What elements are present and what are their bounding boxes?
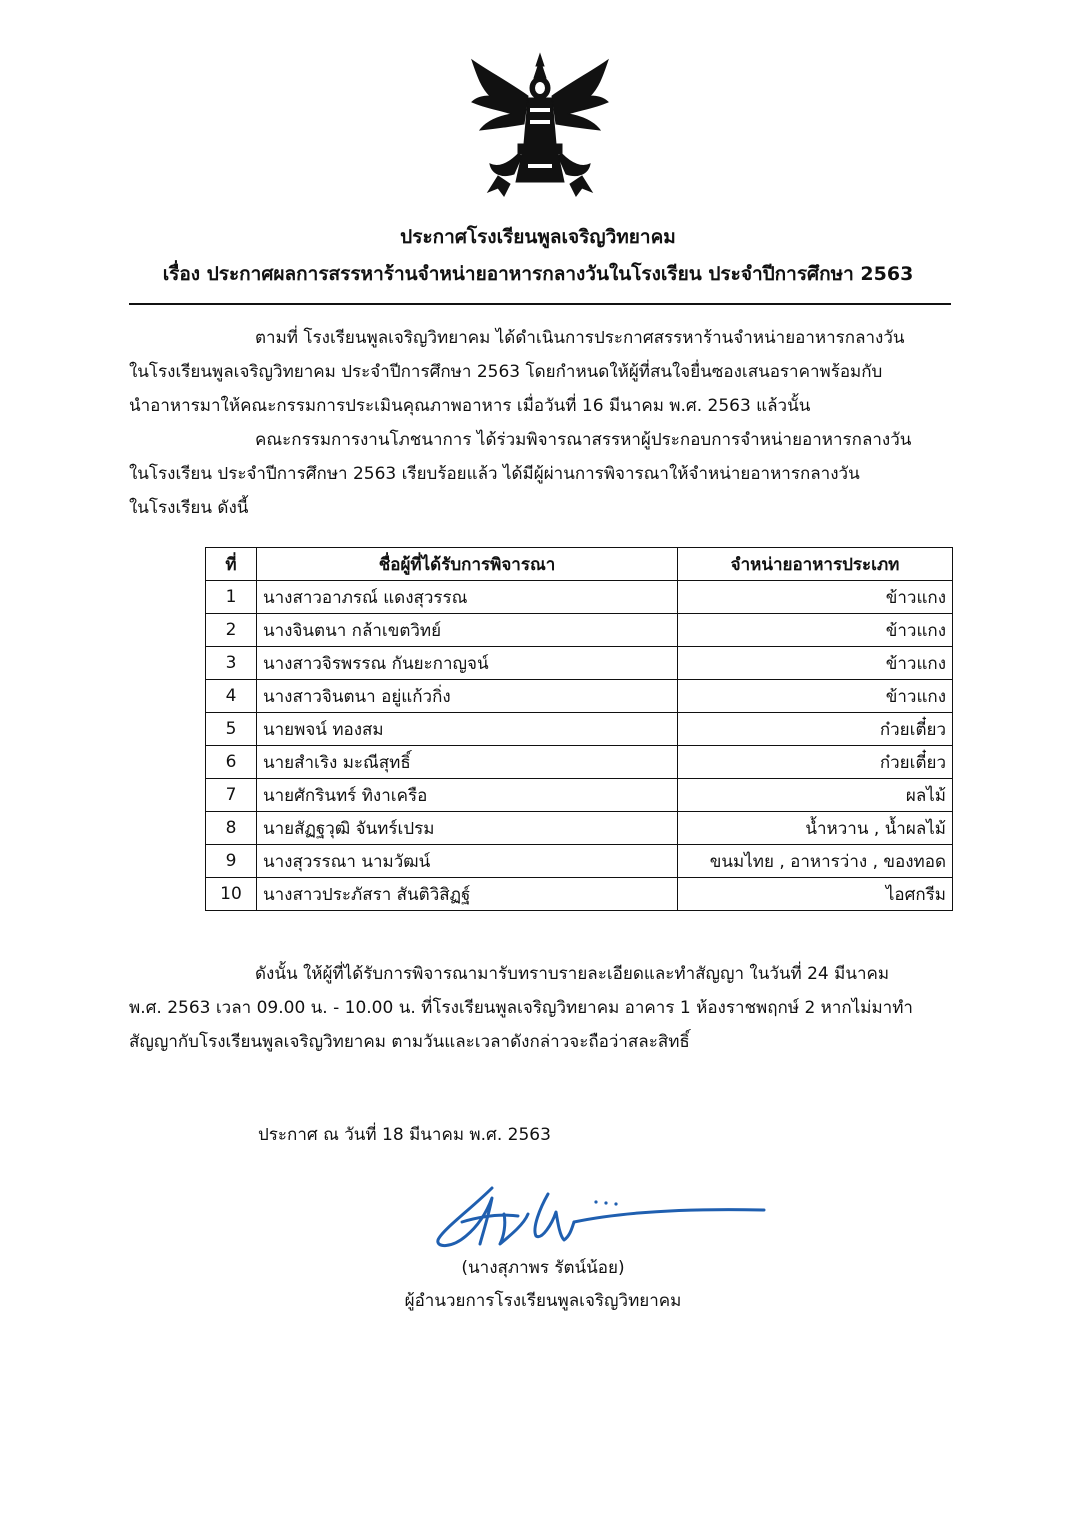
results-table: [205, 547, 953, 911]
table-row: [206, 878, 953, 911]
paragraph-line: พ.ศ. 2563 เวลา 09.00 น. - 10.00 น. ที่โรงเรียนพูลเจริญวิทยาคม อาคาร 1 ห้องราชพฤกษ์ 2 หากไม่มาทำ: [129, 998, 913, 1018]
food-type: ก๋วยเตี๋ยว: [678, 713, 953, 746]
signer-position: ผู้อำนวยการโรงเรียนพูลเจริญวิทยาคม: [404, 1291, 682, 1311]
paragraph-line: สัญญากับโรงเรียนพูลเจริญวิทยาคม ตามวันและเวลาดังกล่าวจะถือว่าสละสิทธิ์: [129, 1032, 690, 1052]
table-header-row: [206, 548, 953, 581]
signer-name: (นางสุภาพร รัตน์น้อย): [461, 1258, 625, 1278]
food-type: ข้าวแกง: [678, 614, 953, 647]
row-number: 1: [206, 581, 257, 614]
table-row: [206, 614, 953, 647]
vendor-name: นายศักรินทร์ ทิงาเครือ: [257, 779, 678, 812]
announcement-date: ประกาศ ณ วันที่ 18 มีนาคม พ.ศ. 2563: [258, 1125, 551, 1145]
food-type: ข้าวแกง: [678, 647, 953, 680]
table-row: [206, 713, 953, 746]
food-type: ก๋วยเตี๋ยว: [678, 746, 953, 779]
handwritten-signature: [432, 1178, 772, 1258]
column-header-food-type: จำหน่ายอาหารประเภท: [678, 548, 953, 581]
table-row: [206, 680, 953, 713]
paragraph-contract-notice: [129, 957, 951, 1059]
announcement-title: ประกาศโรงเรียนพูลเจริญวิทยาคม: [400, 226, 676, 248]
row-number: 10: [206, 878, 257, 911]
vendor-name: นางสาวจินตนา อยู่แก้วกิ่ง: [257, 680, 678, 713]
food-type: ผลไม้: [678, 779, 953, 812]
row-number: 3: [206, 647, 257, 680]
vendor-name: นางสาวประภัสรา สันติวิสิฏฐ์: [257, 878, 678, 911]
vendor-name: นางสาวอาภรณ์ แดงสุวรรณ: [257, 581, 678, 614]
paragraph-line: ในโรงเรียน ดังนี้: [129, 498, 249, 518]
table-row: [206, 779, 953, 812]
column-header-number: ที่: [206, 548, 257, 581]
row-number: 4: [206, 680, 257, 713]
row-number: 6: [206, 746, 257, 779]
vendor-name: นางสุวรรณา นามวัฒน์: [257, 845, 678, 878]
row-number: 7: [206, 779, 257, 812]
food-type: ข้าวแกง: [678, 581, 953, 614]
paragraph-line: ในโรงเรียนพูลเจริญวิทยาคม ประจำปีการศึกษา 2563 โดยกำหนดให้ผู้ที่สนใจยื่นซองเสนอราคาพร้อมกับ: [129, 362, 883, 382]
paragraph-line: ตามที่ โรงเรียนพูลเจริญวิทยาคม ได้ดำเนินการประกาศสรรหาร้านจำหน่ายอาหารกลางวัน: [255, 328, 905, 348]
vendor-name: นางจินตนา กล้าเขตวิทย์: [257, 614, 678, 647]
announcement-subject: เรื่อง ประกาศผลการสรรหาร้านจำหน่ายอาหารกลางวันในโรงเรียน ประจำปีการศึกษา 2563: [162, 263, 914, 285]
food-type: ข้าวแกง: [678, 680, 953, 713]
table-row: [206, 647, 953, 680]
paragraph-line: ดังนั้น ให้ผู้ที่ได้รับการพิจารณามารับทราบรายละเอียดและทำสัญญา ในวันที่ 24 มีนาคม: [255, 964, 890, 984]
vendor-name: นายสัฏฐวุฒิ จันทร์เปรม: [257, 812, 678, 845]
paragraph-line: นำอาหารมาให้คณะกรรมการประเมินคุณภาพอาหาร เมื่อวันที่ 16 มีนาคม พ.ศ. 2563 แล้วนั้น: [129, 396, 811, 416]
row-number: 8: [206, 812, 257, 845]
food-type: ไอศกรีม: [678, 878, 953, 911]
table-row: [206, 746, 953, 779]
garuda-emblem: [468, 52, 612, 200]
paragraph-line: คณะกรรมการงานโภชนาการ ได้ร่วมพิจารณาสรรหาผู้ประกอบการจำหน่ายอาหารกลางวัน: [255, 430, 912, 450]
row-number: 2: [206, 614, 257, 647]
vendor-name: นายพจน์ ทองสม: [257, 713, 678, 746]
table-row: [206, 812, 953, 845]
table-row: [206, 845, 953, 878]
column-header-name: ชื่อผู้ที่ได้รับการพิจารณา: [257, 548, 678, 581]
food-type: ขนมไทย , อาหารว่าง , ของทอด: [678, 845, 953, 878]
row-number: 9: [206, 845, 257, 878]
paragraph-committee: [129, 423, 951, 525]
header-divider: [129, 303, 951, 305]
table-row: [206, 581, 953, 614]
paragraph-line: ในโรงเรียน ประจำปีการศึกษา 2563 เรียบร้อยแล้ว ได้มีผู้ผ่านการพิจารณาให้จำหน่ายอาหารกลางวัน: [129, 464, 860, 484]
food-type: น้ำหวาน , น้ำผลไม้: [678, 812, 953, 845]
vendor-name: นายสำเริง มะณีสุทธิ์: [257, 746, 678, 779]
vendor-name: นางสาวจิรพรรณ กันยะกาญจน์: [257, 647, 678, 680]
row-number: 5: [206, 713, 257, 746]
paragraph-preamble: [129, 321, 951, 423]
